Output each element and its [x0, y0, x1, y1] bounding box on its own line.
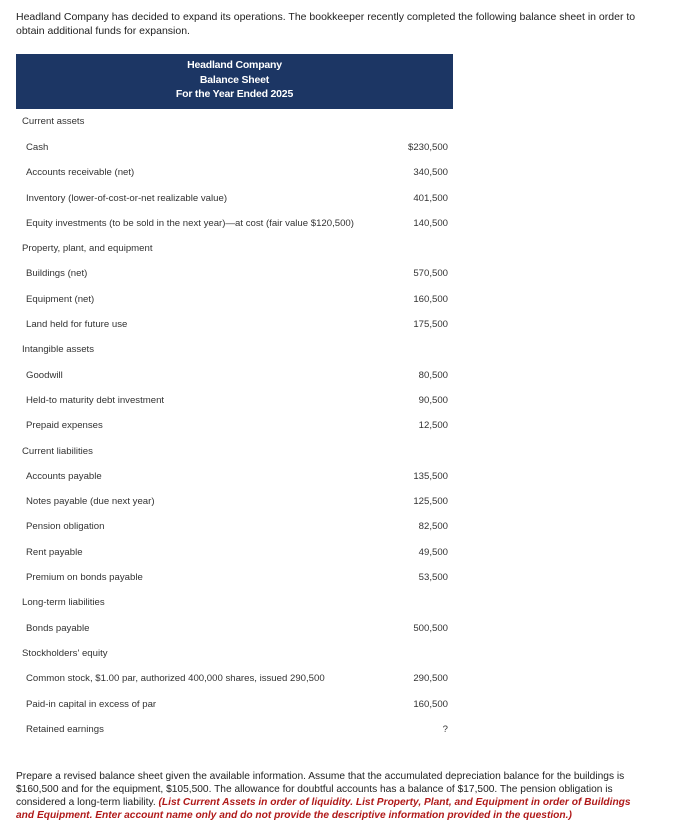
account-row — [16, 464, 453, 489]
account-row — [16, 666, 453, 691]
account-label: Accounts receivable (net) — [26, 167, 135, 179]
account-label: Equity investments (to be sold in the next year)—at cost (fair value $120,500) — [26, 217, 354, 229]
balance-sheet-header — [16, 54, 453, 109]
account-label: Pension obligation — [26, 521, 105, 533]
account-amount: 90,500 — [418, 394, 448, 406]
account-amount: 500,500 — [413, 622, 448, 634]
account-row — [16, 514, 453, 539]
account-amount: 175,500 — [413, 319, 448, 331]
account-label: Retained earnings — [26, 723, 104, 735]
account-label: Long-term liabilities — [22, 597, 105, 609]
account-row — [16, 160, 453, 185]
account-row — [16, 489, 453, 514]
account-row — [16, 692, 453, 717]
problem-intro: Headland Company has decided to expand its operations. The bookkeeper recently completed the following balance sheet in order to obtain additional funds for expansion. — [16, 11, 636, 37]
account-amount: 49,500 — [418, 546, 448, 558]
account-label: Goodwill — [26, 369, 63, 381]
account-row — [16, 616, 453, 641]
company-name: Headland Company — [187, 59, 282, 71]
account-amount: 80,500 — [418, 369, 448, 381]
section-heading-row — [16, 641, 453, 666]
account-label: Prepaid expenses — [26, 420, 103, 432]
account-amount: $230,500 — [407, 142, 448, 153]
section-heading-row — [16, 236, 453, 261]
account-row — [16, 135, 453, 160]
statement-title: Balance Sheet — [199, 73, 270, 86]
account-row — [16, 261, 453, 286]
account-label: Rent payable — [26, 546, 83, 558]
account-label: Accounts payable — [26, 470, 102, 482]
account-amount: ? — [442, 723, 448, 735]
section-heading-row — [16, 109, 453, 135]
section-heading-row — [16, 439, 453, 464]
account-amount: 135,500 — [413, 470, 448, 482]
account-row — [16, 363, 453, 388]
account-label: Notes payable (due next year) — [26, 496, 155, 508]
account-label: Land held for future use — [26, 319, 128, 331]
account-row — [16, 211, 453, 236]
account-amount: 570,500 — [413, 268, 448, 280]
account-amount: 160,500 — [413, 293, 448, 305]
account-label: Bonds payable — [26, 622, 90, 634]
account-row — [16, 186, 453, 211]
account-row — [16, 388, 453, 413]
account-amount: 140,500 — [413, 217, 448, 229]
statement-period: For the Year Ended 2025 — [175, 88, 294, 100]
account-row — [16, 540, 453, 565]
account-label: Held-to maturity debt investment — [26, 394, 165, 406]
account-amount: 290,500 — [413, 673, 448, 685]
section-heading-row — [16, 590, 453, 615]
account-label: Paid-in capital in excess of par — [26, 698, 157, 710]
account-label: Inventory (lower-of-cost-or-net realizable value) — [26, 192, 228, 204]
account-amount: 12,500 — [418, 420, 448, 432]
account-row — [16, 565, 453, 590]
account-label: Stockholders' equity — [22, 647, 108, 659]
account-label: Equipment (net) — [26, 293, 95, 305]
account-amount: 125,500 — [413, 496, 448, 508]
balance-sheet-table — [16, 109, 453, 742]
account-label: Premium on bonds payable — [26, 572, 143, 584]
question-prompt — [16, 770, 644, 822]
account-row — [16, 717, 453, 742]
section-heading-row — [16, 337, 453, 362]
account-amount: 340,500 — [413, 167, 448, 179]
account-row — [16, 287, 453, 312]
prompt-text: Prepare a revised balance sheet given the available information. Assume that the accumulated depreciation balance for the buildings is $160,500 and for the equipment, $105,500. The allowance for doubtful accounts has a balance of $17,500. The pension obligation is considered a long-term liability. — [16, 771, 625, 808]
account-amount: 53,500 — [418, 572, 448, 584]
account-amount: 160,500 — [413, 698, 448, 710]
prompt-instructions: (List Current Assets in order of liquidity. List Property, Plant, and Equipment in order of Buildings and Equipment. Enter account name only and do not provide the descriptive information provided in the question.) — [16, 797, 631, 821]
account-label: Current liabilities — [22, 445, 93, 457]
account-amount: 401,500 — [413, 192, 448, 204]
account-label: Buildings (net) — [26, 268, 88, 280]
account-amount: 82,500 — [418, 521, 448, 533]
account-row — [16, 312, 453, 337]
account-label: Current assets — [22, 116, 85, 127]
account-label: Property, plant, and equipment — [22, 243, 153, 255]
account-label: Cash — [26, 142, 49, 153]
account-label: Intangible assets — [22, 344, 94, 356]
account-row — [16, 413, 453, 438]
account-label: Common stock, $1.00 par, authorized 400,000 shares, issued 290,500 — [26, 673, 325, 685]
